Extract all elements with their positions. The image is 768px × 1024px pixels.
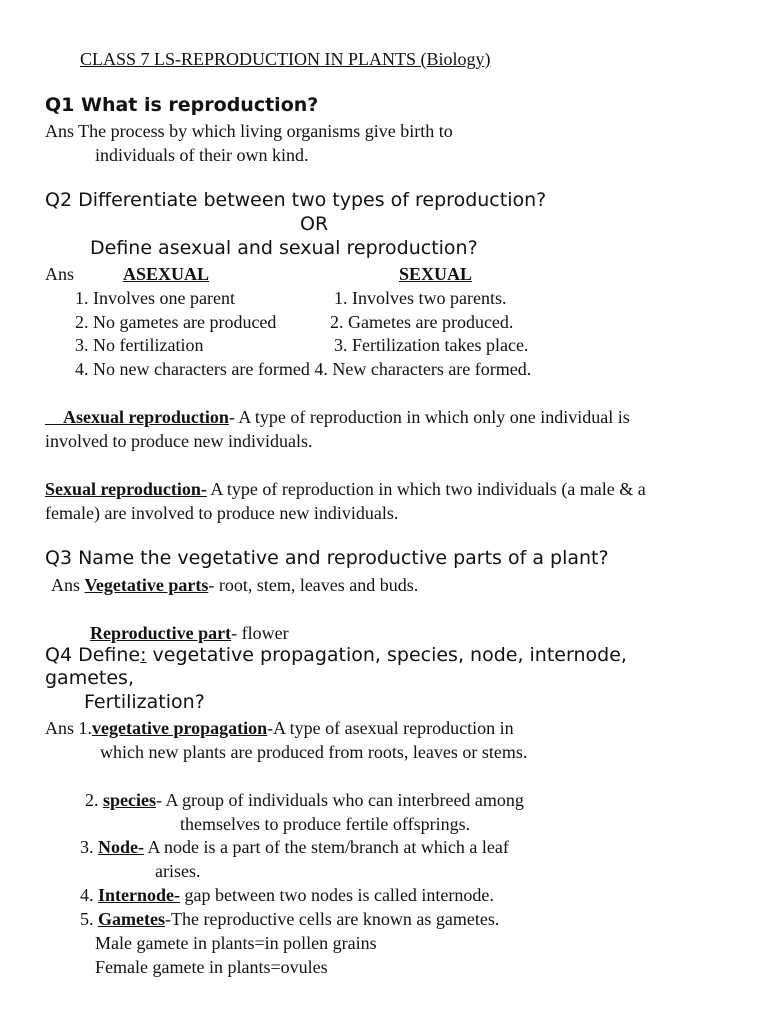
- q2-alt-question: Define asexual and sexual reproduction?: [90, 237, 478, 259]
- item-term: species: [103, 790, 156, 810]
- row-number: 1.: [334, 288, 352, 308]
- asexual-definition-term: Asexual reproduction: [63, 407, 229, 427]
- q2-question: Q2 Differentiate between two types of reproduction?: [45, 189, 547, 211]
- asexual-column-header: ASEXUAL: [123, 264, 210, 284]
- comparison-row-sexual: [334, 289, 506, 307]
- row-number: 3.: [334, 335, 352, 355]
- asexual-point: No gametes are produced: [93, 312, 277, 332]
- item-term: Gametes: [98, 909, 165, 929]
- asexual-definition-text: - A type of reproduction in which only one individual is: [228, 407, 630, 427]
- q1-answer-line1: Ans The process by which living organisms give birth to: [45, 121, 453, 141]
- q3-question: Q3 Name the vegetative and reproductive parts of a plant?: [45, 547, 609, 569]
- row-number: 4.: [75, 359, 93, 379]
- q4-question-line2: gametes,: [45, 667, 134, 689]
- item-number: 3.: [80, 837, 98, 857]
- list-item: [80, 910, 499, 928]
- list-item: [85, 791, 524, 809]
- document-title: CLASS 7 LS-REPRODUCTION IN PLANTS (Biology): [80, 49, 491, 69]
- sexual-definition-term: Sexual reproduction-: [45, 479, 207, 499]
- vegetative-term: Vegetative parts: [84, 575, 209, 595]
- vegetative-text: - root, stem, leaves and buds.: [208, 575, 419, 595]
- comparison-row: [75, 313, 276, 331]
- sexual-definition-line1: [45, 480, 646, 498]
- item-text: -The reproductive cells are known as gametes.: [164, 909, 500, 929]
- item-text: gap between two nodes is called internode.: [180, 885, 494, 905]
- list-item: [45, 719, 514, 737]
- comparison-row: [75, 289, 235, 307]
- item-number: 2.: [85, 790, 103, 810]
- reproductive-term: Reproductive part: [90, 623, 232, 643]
- asexual-definition-line1: [45, 408, 630, 426]
- row-number: 1.: [75, 288, 93, 308]
- q3-ans-label: Ans: [51, 575, 85, 595]
- row-number: 4.: [314, 359, 333, 379]
- sexual-point: Fertilization takes place.: [352, 335, 529, 355]
- sexual-point: Gametes are produced.: [348, 312, 514, 332]
- row-number: 3.: [75, 335, 93, 355]
- item-term: Node-: [98, 837, 144, 857]
- item-number: 4.: [80, 885, 98, 905]
- asexual-point: Involves one parent: [93, 288, 235, 308]
- sexual-definition-text: A type of reproduction in which two individuals (a male & a: [206, 479, 646, 499]
- q4-question-line1: Q4 Define: vegetative propagation, species, node, internode,: [45, 644, 627, 666]
- item-term: Internode-: [98, 885, 180, 905]
- item-number: 5.: [80, 909, 98, 929]
- q1-question: Q1 What is reproduction?: [45, 94, 319, 116]
- asexual-point: No fertilization: [93, 335, 204, 355]
- q4-question-line3: Fertilization?: [84, 691, 205, 713]
- female-gamete-note: Female gamete in plants=ovules: [95, 957, 328, 977]
- male-gamete-note: Male gamete in plants=in pollen grains: [95, 933, 377, 953]
- list-item: [80, 886, 494, 904]
- item-text: -A type of asexual reproduction in: [267, 718, 514, 738]
- asexual-point: No new characters are formed: [93, 359, 310, 379]
- sexual-point: Involves two parents.: [352, 288, 507, 308]
- sexual-point: New characters are formed.: [332, 359, 532, 379]
- list-item-continuation: which new plants are produced from roots, leaves or stems.: [100, 742, 528, 762]
- row-number: 2.: [330, 312, 348, 332]
- comparison-row: [75, 360, 531, 378]
- list-item-continuation: arises.: [155, 861, 201, 881]
- sexual-column-header: SEXUAL: [399, 264, 473, 284]
- item-text: A node is a part of the stem/branch at which a leaf: [144, 837, 509, 857]
- reproductive-text: - flower: [231, 623, 289, 643]
- q3-answer-reproductive: [90, 624, 289, 642]
- q3-answer-vegetative: [51, 576, 418, 594]
- row-number: 2.: [75, 312, 93, 332]
- q2-or: OR: [300, 213, 329, 235]
- comparison-row-sexual: [334, 336, 528, 354]
- q2-ans-label: Ans: [45, 264, 75, 284]
- comparison-row-sexual: [330, 313, 513, 331]
- list-item-continuation: themselves to produce fertile offsprings.: [180, 814, 471, 834]
- asexual-definition-line2: involved to produce new individuals.: [45, 431, 313, 451]
- sexual-definition-line2: female) are involved to produce new individuals.: [45, 503, 399, 523]
- item-number: Ans 1.: [45, 718, 93, 738]
- item-text: - A group of individuals who can interbreed among: [156, 790, 524, 810]
- comparison-row: [75, 336, 203, 354]
- q1-answer-line2: individuals of their own kind.: [95, 145, 309, 165]
- list-item: [80, 838, 509, 856]
- item-term: vegetative propagation: [92, 718, 268, 738]
